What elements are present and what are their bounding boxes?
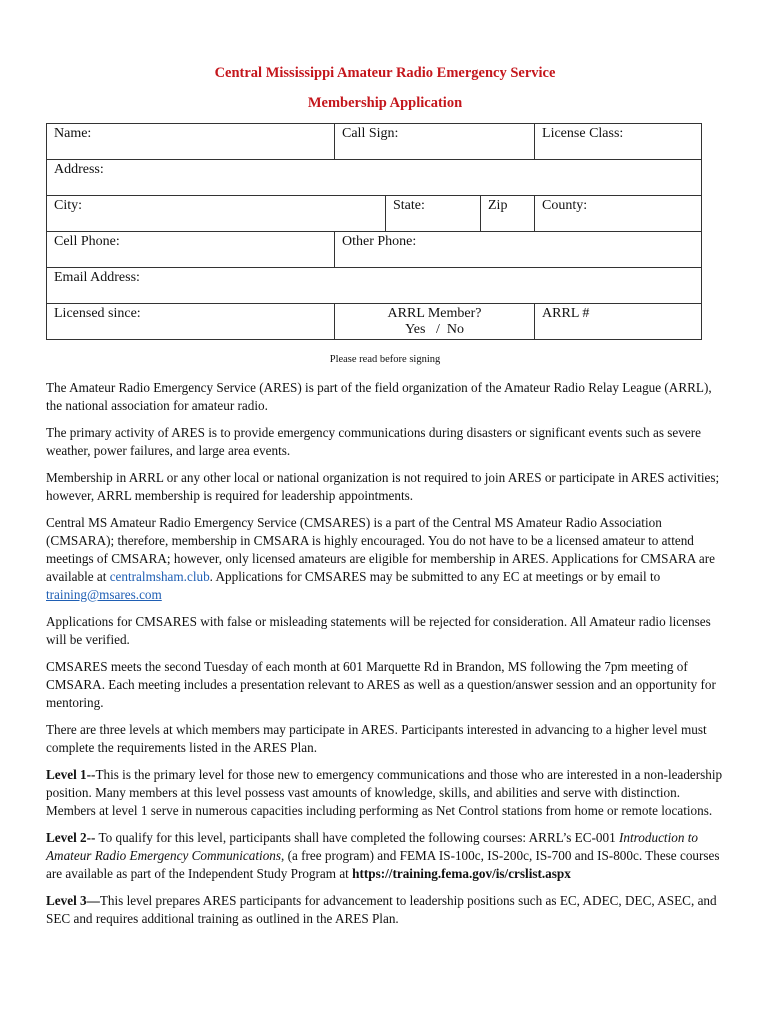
other-phone-label: Other Phone: — [342, 234, 417, 249]
document-body — [46, 379, 726, 937]
arrl-number-field[interactable] — [535, 304, 702, 340]
paragraph-cmsares: Central MS Amateur Radio Emergency Service (CMSARES) is a part of the Central MS Amateur Radio Association (CMSARA); therefore, membership in CMSARA is highly encouraged. You do not have to be a licensed amateur to attend meetings of CMSARA; however, only licensed amateurs are eligible for membership in ARES. Applications for CMSARA are available at centralmsham.club. Applications for CMSARES may be submitted to any EC at meetings or by email to training@msares.com — [46, 515, 715, 602]
county-field[interactable] — [535, 196, 702, 232]
document-title: Central Mississippi Amateur Radio Emergency Service — [214, 65, 556, 81]
name-field[interactable] — [47, 124, 335, 160]
state-field[interactable] — [386, 196, 481, 232]
zip-label: Zip — [488, 198, 508, 213]
training-email-link[interactable]: training@msares.com — [46, 587, 162, 602]
arrl-member-field[interactable] — [335, 304, 535, 340]
licensed-since-field[interactable] — [47, 304, 335, 340]
course-title: Introduction to Amateur Radio Emergency Communications — [46, 830, 698, 863]
cell-phone-field[interactable] — [47, 232, 335, 268]
other-phone-field[interactable] — [335, 232, 702, 268]
paragraph-meetings: CMSARES meets the second Tuesday of each month at 601 Marquette Rd in Brandon, MS following the 7pm meeting of CMSARA. Each meeting includes a presentation relevant to ARES as well as a question/answer session and an opportunity for mentoring. — [46, 659, 716, 710]
licensed-since-label: Licensed since: — [54, 306, 141, 321]
paragraph-level-3: Level 3—This level prepares ARES participants for advancement to leadership positions such as EC, ADEC, DEC, ASEC, and SEC and requires additional training as outlined in the ARES Plan. — [46, 893, 717, 926]
name-label: Name: — [54, 126, 92, 141]
membership-form — [46, 123, 702, 340]
city-label: City: — [54, 198, 83, 213]
paragraph-level-2: Level 2-- To qualify for this level, participants shall have completed the following courses: ARRL’s EC-001 Introduction to Amateur Radio Emergency Communications, (a free program) and FEMA IS-100c, IS-200c, IS-700 and IS-800c. These courses are available as part of the Independent Study Program at https://training.fema.gov/is/crslist.aspx — [46, 830, 720, 881]
level-3-label: Level 3— — [46, 893, 100, 908]
paragraph-primary-activity: The primary activity of ARES is to provide emergency communications during disasters or significant events such as severe weather, power failures, and large area events. — [46, 425, 701, 458]
paragraph-membership: Membership in ARRL or any other local or national organization is not required to join ARES or participate in ARES activities; however, ARRL membership is required for leadership appointments. — [46, 470, 720, 503]
arrl-member-options[interactable]: Yes / No — [405, 322, 464, 337]
level-2-label: Level 2-- — [46, 830, 96, 845]
call-sign-field[interactable] — [335, 124, 535, 160]
license-class-label: License Class: — [542, 126, 624, 141]
state-label: State: — [393, 198, 425, 213]
paragraph-levels: There are three levels at which members may participate in ARES. Participants interested in advancing to a higher level must complete the requirements listed in the ARES Plan. — [46, 722, 707, 755]
city-field[interactable] — [47, 196, 386, 232]
level-1-label: Level 1-- — [46, 767, 96, 782]
address-field[interactable] — [47, 160, 702, 196]
paragraph-level-1: Level 1--This is the primary level for those new to emergency communications and those who are interested in a non-leadership position. Many members at this level possess vast amounts of knowledge, skills, and abilities and serve with distinction. Members at level 1 serve in numerous capacities including performing as Net Control stations from home or remote locations. — [46, 767, 723, 818]
document-subtitle: Membership Application — [307, 95, 463, 111]
paragraph-ares-intro: The Amateur Radio Emergency Service (ARES) is part of the field organization of the Amateur Radio Relay League (ARRL), the national association for amateur radio. — [46, 380, 712, 413]
fema-url[interactable]: https://training.fema.gov/is/crslist.aspx — [352, 866, 571, 881]
county-label: County: — [542, 198, 588, 213]
cell-phone-label: Cell Phone: — [54, 234, 120, 249]
read-before-signing-note: Please read before signing — [329, 354, 441, 365]
paragraph-verification: Applications for CMSARES with false or misleading statements will be rejected for consideration. All Amateur radio licenses will be verified. — [46, 614, 711, 647]
call-sign-label: Call Sign: — [342, 126, 399, 141]
email-field[interactable] — [47, 268, 702, 304]
email-label: Email Address: — [54, 270, 140, 285]
zip-field[interactable] — [481, 196, 535, 232]
license-class-field[interactable] — [535, 124, 702, 160]
cmsara-website-link[interactable]: centralmsham.club — [109, 569, 210, 584]
address-label: Address: — [54, 162, 104, 177]
arrl-number-label: ARRL # — [542, 306, 590, 321]
arrl-member-label: ARRL Member? — [387, 306, 482, 321]
